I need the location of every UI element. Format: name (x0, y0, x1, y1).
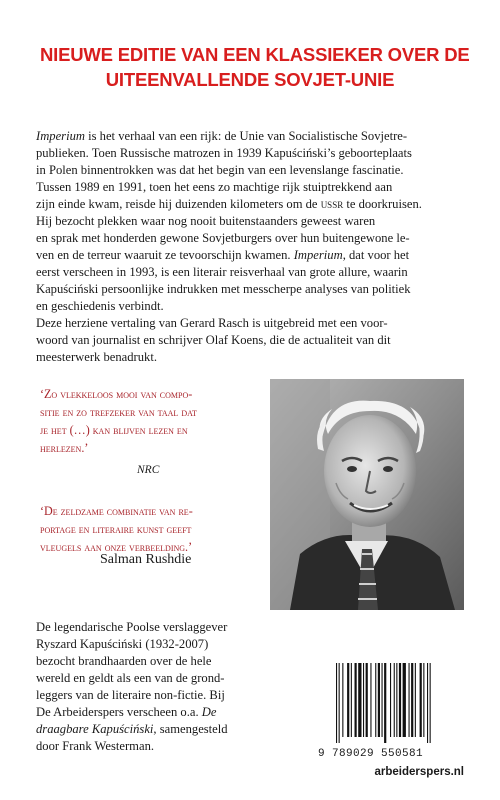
barcode-bar (396, 663, 397, 737)
blurb-line: en sprak met honderden gewone Sovjetburgers over hun buitengewone le- (36, 231, 410, 245)
barcode-bar (336, 663, 337, 743)
quote-source-nrc: NRC (137, 464, 160, 476)
barcode-bar (351, 663, 352, 737)
barcode-bar (403, 663, 406, 737)
blurb-line: en geschiedenis verbindt. (36, 299, 164, 313)
quote-line: je het (…) kan blijven lezen en (40, 423, 188, 437)
blurb-line: meesterwerk benadrukt. (36, 350, 157, 364)
blurb-line: Imperium is het verhaal van een rijk: de Unie van Socialistische Sovjetre- (36, 129, 408, 143)
blurb-line: eerst verscheen in 1993, is een literair reisverhaal van grote allure, waarin (36, 265, 408, 279)
blurb-line: Deze herziene vertaling van Gerard Rasch is uitgebreid met een voor- (36, 316, 388, 330)
quote-line: vleugels aan onze verbeelding.’ (40, 540, 193, 554)
barcode-bar (390, 663, 391, 737)
headline-line-1: NIEUWE EDITIE VAN EEN KLASSIEKER OVER DE (40, 44, 470, 65)
barcode-bar (342, 663, 343, 737)
bio-line: draagbare Kapuściński, samengesteld (36, 722, 228, 736)
quote-line: ‘De zeldzame combinatie van re- (40, 504, 193, 518)
barcode-bar (347, 663, 349, 737)
ussr-abbrev: ussr (320, 197, 344, 211)
barcode-bar (394, 663, 395, 737)
barcode-bar (420, 663, 422, 737)
blurb-line: in Polen binnentrokken was dat het begin van een levenslange fascinatie. (36, 163, 404, 177)
bio-line: De Arbeiderspers verscheen o.a. De (36, 705, 217, 719)
quote-line: sitie en zo trefzeker van taal dat (40, 405, 197, 419)
author-photo (270, 379, 464, 610)
barcode-bar (409, 663, 410, 737)
quote-line: portage en literaire kunst geeft (40, 522, 192, 536)
bio-line: door Frank Westerman. (36, 739, 155, 753)
barcode-bar (339, 663, 340, 743)
book-title: De (201, 705, 217, 719)
blurb-line: zijn einde kwam, reisde hij duizenden kilometers om de ussr te doorkruisen. (36, 197, 422, 211)
review-quote-rushdie (40, 502, 260, 556)
publisher-url: arbeiderspers.nl (374, 766, 464, 778)
bio-line: Ryszard Kapuściński (1932-2007) (36, 637, 209, 651)
book-title: Imperium (293, 248, 343, 262)
blurb-line: Kapuściński persoonlijke indrukken met messcherpe analyses van politiek (36, 282, 411, 296)
barcode-bar (358, 663, 361, 737)
review-quote-nrc (40, 385, 260, 457)
blurb-line: publieken. Toen Russische matrozen in 1939 Kapuściński’s geboorteplaats (36, 146, 412, 160)
blurb-line: woord van journalist en schrijver Olaf Koens, die de actualiteit van dit (36, 333, 391, 347)
quote-line: ‘Zo vlekkeloos mooi van compo- (40, 387, 193, 401)
barcode-bar (427, 663, 428, 743)
isbn-number: 9 789029 550581 (318, 748, 424, 760)
bio-line: wereld en geldt als een van de grond- (36, 671, 225, 685)
barcode-bar (411, 663, 413, 737)
blurb-text (36, 128, 468, 366)
author-bio (36, 619, 276, 755)
bio-line: De legendarische Poolse verslaggever (36, 620, 228, 634)
headline (40, 42, 470, 92)
barcode-bar (423, 663, 424, 737)
bio-line: bezocht brandhaarden over de hele (36, 654, 212, 668)
book-title: Imperium (36, 129, 85, 143)
headline-line-2: UITEENVALLENDE SOVJET-UNIE (105, 69, 395, 90)
blurb-line: Tussen 1989 en 1991, toen het eens zo machtige rijk stuiptrekkend aan (36, 180, 393, 194)
barcode-bar (384, 663, 386, 743)
barcode-bar (382, 663, 383, 737)
barcode-bar (363, 663, 364, 737)
blurb-line: ven en de terreur waaruit ze tevoorschijn kwamen. Imperium, dat voor het (36, 248, 410, 262)
book-title: draagbare Kapuściński (36, 722, 154, 736)
quote-source-rushdie: Salman Rushdie (100, 552, 192, 567)
isbn-barcode (332, 663, 460, 743)
barcode-bar (375, 663, 376, 737)
bio-line: leggers van de literaire non-fictie. Bij (36, 688, 225, 702)
barcode-bar (378, 663, 380, 737)
blurb-line: Hij bezocht plekken waar nog nooit buitenstaanders geweest waren (36, 214, 376, 228)
barcode-bar (370, 663, 371, 737)
quote-line: herlezen.’ (40, 441, 89, 455)
barcode-bar (430, 663, 431, 743)
barcode-bar (355, 663, 357, 737)
barcode-bars (332, 663, 460, 743)
barcode-bar (415, 663, 416, 737)
barcode-bar (366, 663, 368, 737)
barcode-bar (399, 663, 401, 737)
